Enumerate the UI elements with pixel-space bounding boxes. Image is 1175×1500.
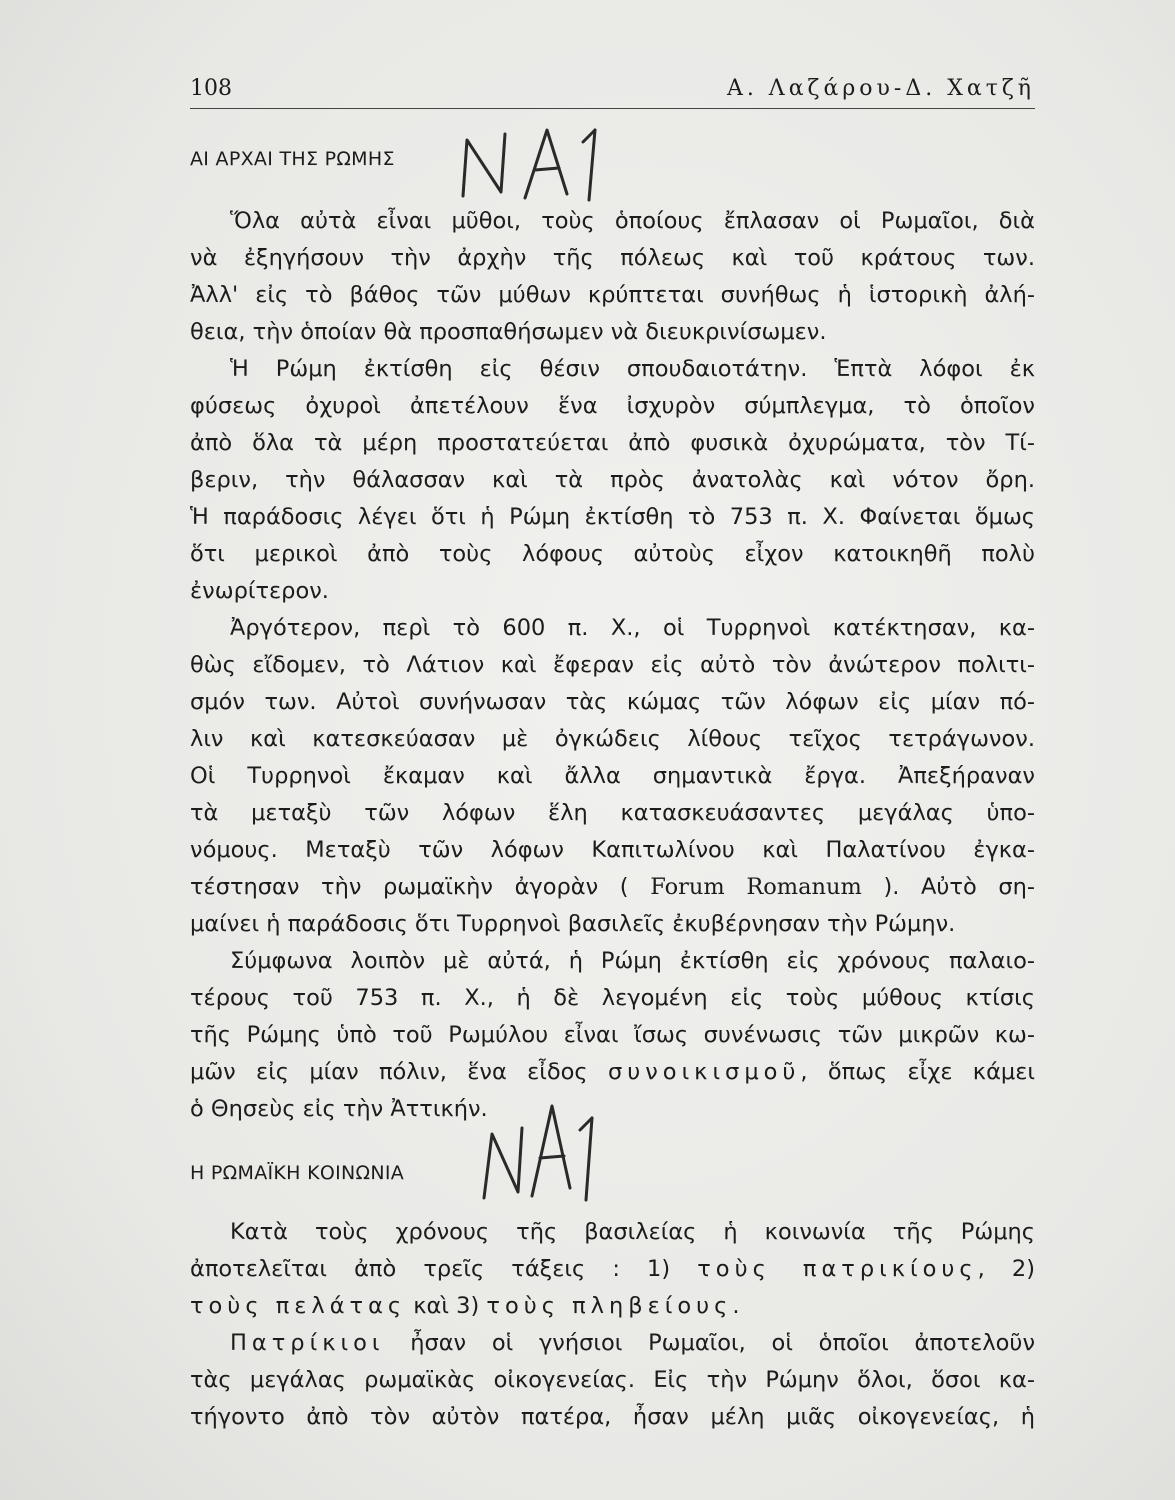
text-line: τήγοντο ἀπὸ τὸν αὐτὸν πατέρα, ἦσαν μέλη μιᾶς οἰκογενείας, ἡ bbox=[190, 1404, 1035, 1430]
text-line: νὰ ἐξηγήσουν τὴν ἀρχὴν τῆς πόλεως καὶ τοῦ κράτους των. bbox=[190, 245, 1035, 271]
page-number: 108 bbox=[190, 76, 232, 101]
text-line: θεια, τὴν ὁποίαν θὰ προσπαθήσωμεν νὰ διευκρινίσωμεν. bbox=[190, 319, 827, 345]
text-fragment: , 2) bbox=[977, 1256, 1036, 1282]
running-head bbox=[190, 72, 1035, 106]
text-line bbox=[190, 1292, 1035, 1320]
text-fragment: ἀποτελεῖται ἀπὸ τρεῖς τάξεις : 1) bbox=[190, 1256, 671, 1282]
text-line: Ἡ Ρώμη ἐκτίσθη εἰς θέσιν σπουδαιοτάτην. Ἑπτὰ λόφοι ἐκ bbox=[230, 356, 1035, 382]
text-fragment: , ὅπως εἶχε κάμει bbox=[800, 1059, 1035, 1085]
text-line: νόμους. Μεταξὺ τῶν λόφων Καπιτωλίνου καὶ Παλατίνου ἐγκα- bbox=[190, 837, 1035, 863]
text-line: φύσεως ὀχυροὶ ἀπετέλουν ἕνα ἰσχυρὸν σύμπλεγμα, τὸ ὁποῖον bbox=[190, 393, 1035, 419]
text-line: Ἀργότερον, περὶ τὸ 600 π. Χ., οἱ Τυρρηνοὶ κατέκτησαν, κα- bbox=[230, 615, 1035, 641]
text-fragment: ἦσαν οἱ γνήσιοι Ρωμαῖοι, οἱ ὁποῖοι ἀποτελοῦν bbox=[410, 1330, 1036, 1356]
text-line: ὁ Θησεὺς εἰς τὴν Ἀττικήν. bbox=[190, 1096, 488, 1122]
text-fragment: καὶ 3) bbox=[413, 1293, 480, 1319]
text-line bbox=[230, 1329, 1035, 1357]
text-line: τῆς Ρώμης ὑπὸ τοῦ Ρωμύλου εἶναι ἴσως συνένωσις τῶν μικρῶν κω- bbox=[190, 1022, 1035, 1048]
text-line: Σύμφωνα λοιπὸν μὲ αὐτά, ἡ Ρώμη ἐκτίσθη εἰς χρόνους παλαιο- bbox=[230, 948, 1035, 974]
spaced-term-plebeians: τοὺς πληβείους bbox=[486, 1293, 733, 1319]
text-line bbox=[190, 1058, 1035, 1086]
text-fragment: τέστησαν τὴν ρωμαϊκὴν ἀγορὰν ( bbox=[190, 874, 629, 900]
author-name: Α. Λαζάρου-Δ. Χατζῆ bbox=[726, 76, 1035, 101]
header-rule bbox=[190, 108, 1035, 109]
text-line: βεριν, τὴν θάλασσαν καὶ τὰ πρὸς ἀνατολὰς καὶ νότον ὄρη. bbox=[190, 467, 1035, 493]
text-line: ὅτι μερικοὶ ἀπὸ τοὺς λόφους αὐτοὺς εἶχον κατοικηθῆ πολὺ bbox=[190, 541, 1035, 567]
text-line: τέρους τοῦ 753 π. Χ., ἡ δὲ λεγομένη εἰς τοὺς μύθους κτίσις bbox=[190, 985, 1035, 1011]
text-line: ἐνωρίτερον. bbox=[190, 578, 329, 604]
text-fragment: μῶν εἰς μίαν πόλιν, ἕνα εἶδος bbox=[190, 1059, 588, 1085]
spaced-term-patrikioi: Πατρίκιοι bbox=[230, 1330, 385, 1356]
text-fragment: ). Αὐτὸ ση- bbox=[883, 874, 1035, 900]
section-heading-society: Η ΡΩΜΑΪΚΗ ΚΟΙΝΩΝΙΑ bbox=[190, 1162, 405, 1184]
text-line: Κατὰ τοὺς χρόνους τῆς βασιλείας ἡ κοινωνία τῆς Ρώμης bbox=[230, 1219, 1035, 1245]
text-line: Ὅλα αὐτὰ εἶναι μῦθοι, τοὺς ὁποίους ἔπλασαν οἱ Ρωμαῖοι, διὰ bbox=[230, 208, 1035, 234]
spaced-term-synoikismos: συνοικισμοῦ bbox=[607, 1059, 801, 1085]
spaced-term-patricians: τοὺς πατρικίους bbox=[697, 1256, 978, 1282]
text-line: Οἱ Τυρρηνοὶ ἔκαμαν καὶ ἄλλα σημαντικὰ ἔργα. Ἀπεξήραναν bbox=[190, 763, 1035, 789]
spaced-term-clients: τοὺς πελάτας bbox=[190, 1293, 407, 1319]
text-line: τὰς μεγάλας ρωμαϊκὰς οἰκογενείας. Εἰς τὴν Ρώμην ὅλοι, ὅσοι κα- bbox=[190, 1367, 1035, 1393]
text-line bbox=[190, 873, 1035, 901]
text-line: θὼς εἴδομεν, τὸ Λάτιον καὶ ἔφεραν εἰς αὐτὸ τὸν ἀνώτερον πολιτι- bbox=[190, 652, 1035, 678]
text-line: Ἡ παράδοσις λέγει ὅτι ἡ Ρώμη ἐκτίσθη τὸ 753 π. Χ. Φαίνεται ὅμως bbox=[190, 504, 1035, 530]
text-line: ἀπὸ ὅλα τὰ μέρη προστατεύεται ἀπὸ φυσικὰ ὀχυρώματα, τὸν Τί- bbox=[190, 430, 1035, 456]
section-heading-origins: ΑΙ ΑΡΧΑΙ ΤΗΣ ΡΩΜΗΣ bbox=[190, 148, 395, 170]
text-line: τὰ μεταξὺ τῶν λόφων ἕλη κατασκευάσαντες μεγάλας ὑπο- bbox=[190, 800, 1035, 826]
text-line bbox=[190, 1255, 1035, 1283]
handwritten-approval-mark-bottom bbox=[478, 1100, 608, 1208]
latin-term-forum-romanum: Forum Romanum bbox=[650, 874, 862, 900]
text-line: μαίνει ἡ παράδοσις ὅτι Τυρρηνοὶ βασιλεῖς ἐκυβέρνησαν τὴν Ρώμην. bbox=[190, 911, 956, 937]
text-line: σμόν των. Αὐτοὶ συνήνωσαν τὰς κώμας τῶν λόφων εἰς μίαν πό- bbox=[190, 689, 1035, 715]
handwritten-approval-mark-top bbox=[455, 118, 625, 208]
text-fragment: . bbox=[732, 1293, 740, 1319]
text-line: Ἀλλ' εἰς τὸ βάθος τῶν μύθων κρύπτεται συνήθως ἡ ἱστορικὴ ἀλή- bbox=[190, 282, 1035, 308]
text-line: λιν καὶ κατεσκεύασαν μὲ ὀγκώδεις λίθους τεῖχος τετράγωνον. bbox=[190, 726, 1035, 752]
